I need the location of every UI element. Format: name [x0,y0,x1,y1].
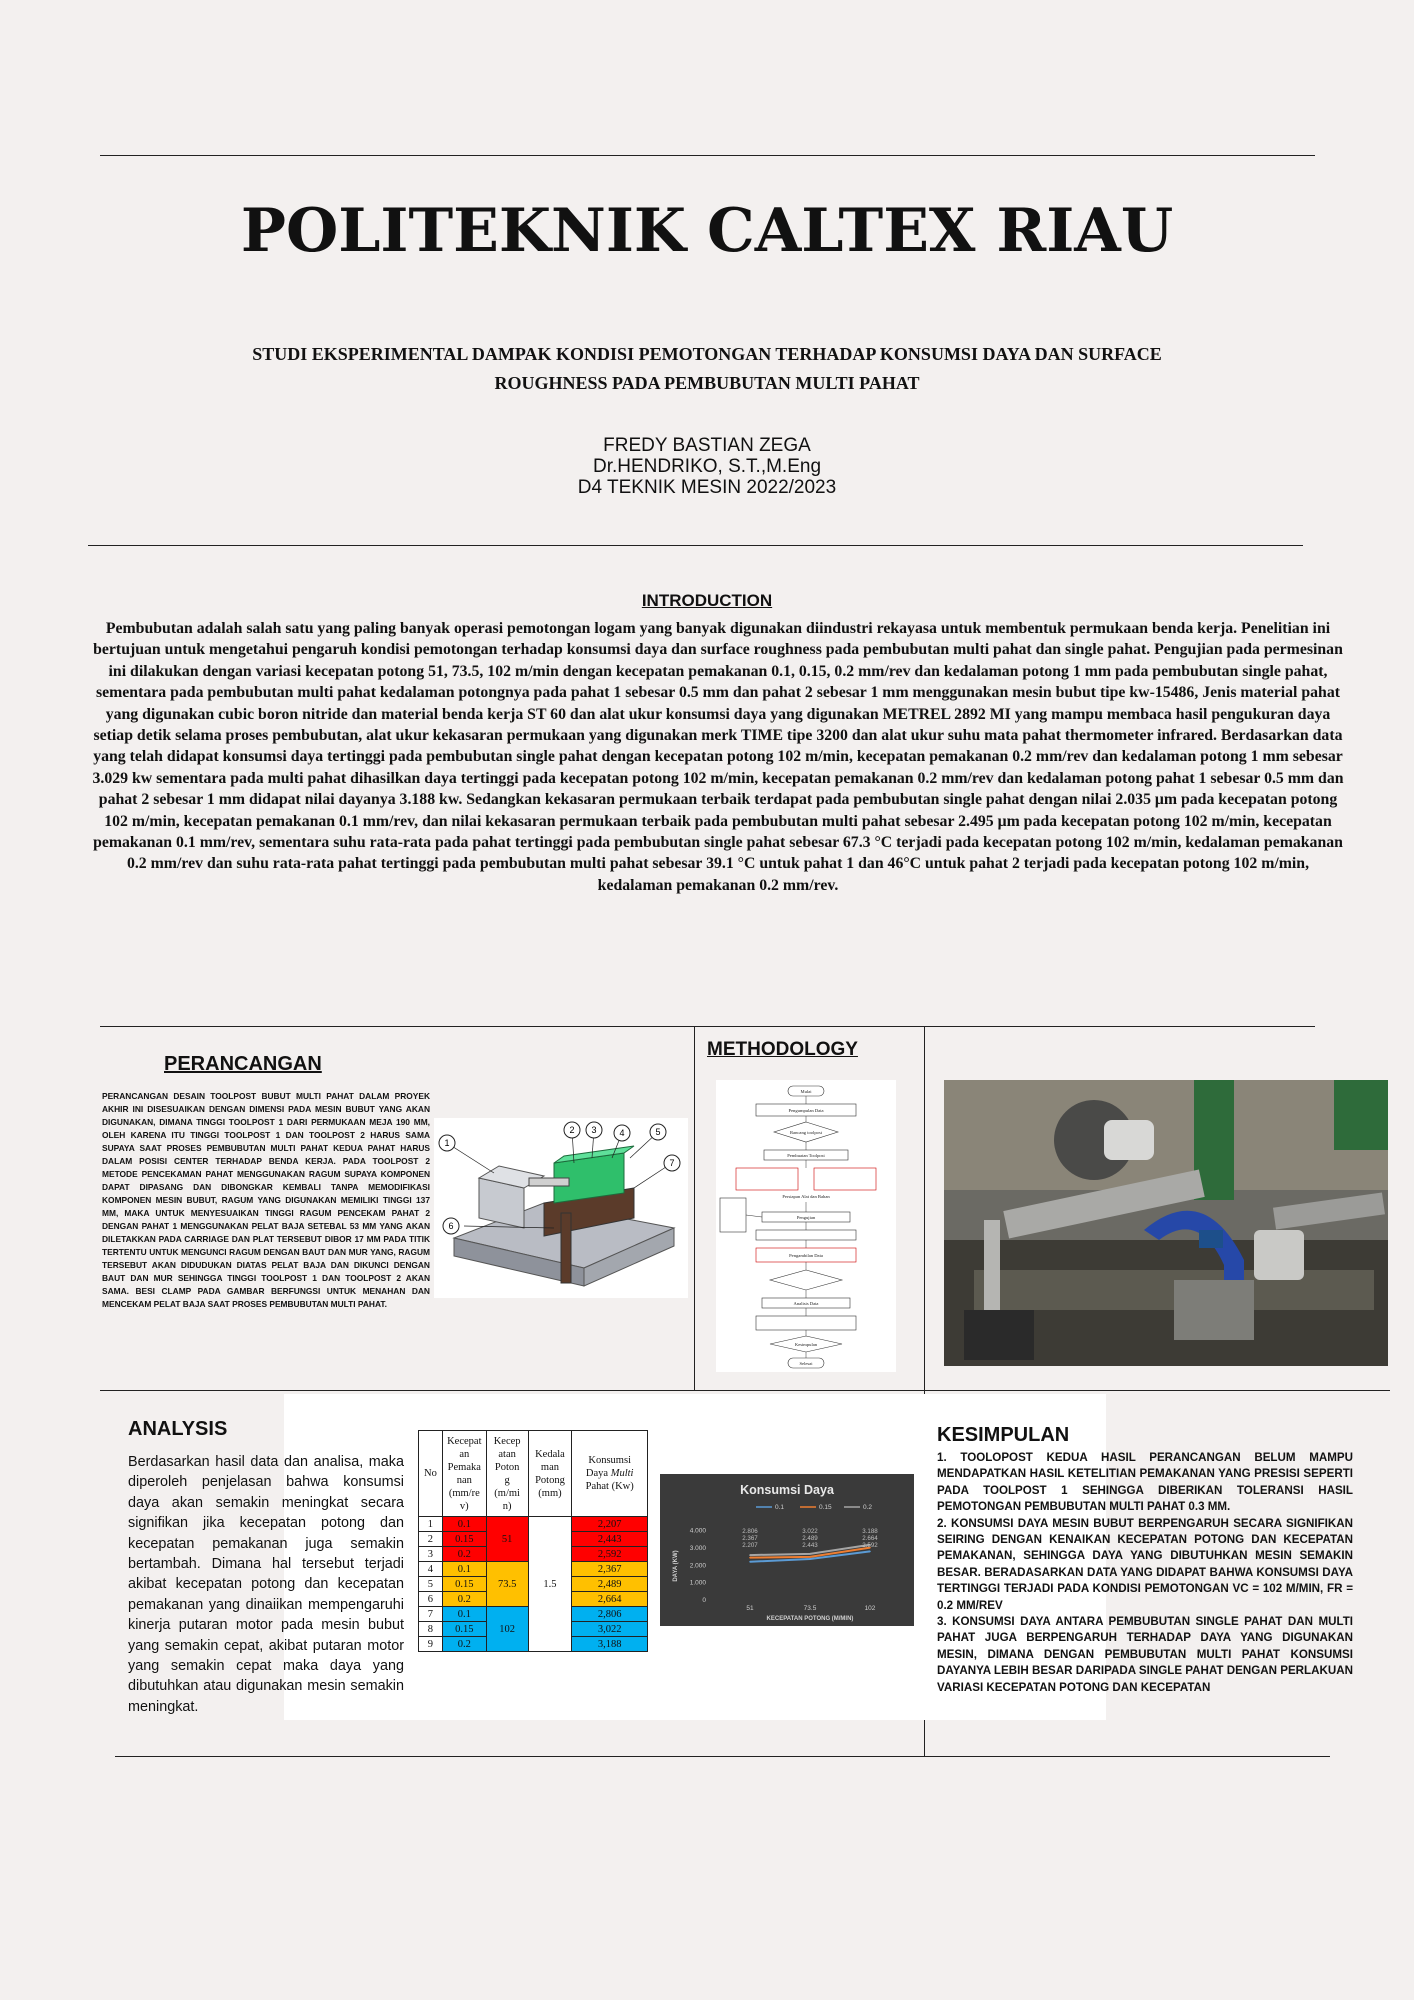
cell-no: 9 [419,1637,443,1652]
data-label: 2.489 [802,1535,818,1542]
cell-speed-group: 51 [486,1517,528,1562]
photo-meter [1104,1120,1154,1160]
col-speed-part: atan [498,1448,516,1460]
flow-end-label: Selesai [799,1361,813,1366]
kesimpulan-point-2: 2. KONSUMSI DAYA MESIN BUBUT BERPENGARUH SECARA SIGNIFIKAN SEIRING DENGAN KENAIKAN KECEPATAN POTONG DAN KECEPATAN PEMAKANAN, SEHINGGA DAYA YANG DIBUTUHKAN MESIN SEMAKIN BESAR. BERADASARKAN DATA YANG DIDAPAT BAHWA KONSUMSI DAYA TERTINGGI TERJADI PADA KONDISI PEMOTONGAN VC = 102 M/MIN, FR = 0.2 MM/REV [937,1516,1353,1612]
col-depth-part: (mm) [538,1487,562,1499]
flow-step-analysis-label: Analisis Data [793,1301,819,1306]
col-no: No [419,1431,443,1517]
author-block [0,435,1414,498]
col-speed-part: (m/mi [494,1487,520,1499]
col-power-part-daya: Daya [585,1468,611,1479]
kesimpulan-point-3: 3. KONSUMSI DAYA ANTARA PEMBUBUTAN SINGLE PAHAT DAN MULTI PAHAT JUGA BERPENGARUH TERHADAP DAYA YANG DIGUNAKAN MESIN, DIMANA DENGAN PEMBUBUTAN MULTI PAHAT KONSUMSI DAYANYA LEBIH BESAR DARIPADA SINGLE PAHAT DENGAN PERLAKUAN VARIASI KECEPATAN POTONG DAN KECEPATAN [937,1615,1353,1694]
header-bottom-rule [88,545,1303,546]
x-tick-label: 102 [864,1605,876,1612]
sections-top-rule [100,1026,1315,1027]
cell-feed: 0.2 [442,1547,486,1562]
photo-magnetic-base [964,1310,1034,1360]
cell-no: 3 [419,1547,443,1562]
data-label: 2.207 [742,1542,758,1549]
cell-no: 5 [419,1577,443,1592]
cell-no: 6 [419,1592,443,1607]
lathe-setup-photo [944,1080,1388,1366]
y-tick-label: 4.000 [689,1527,706,1535]
study-program: D4 TEKNIK MESIN 2022/2023 [577,477,837,498]
legend-label: 0.1 [775,1504,785,1511]
callout-3-label: 3 [591,1125,597,1135]
power-data-table [418,1430,648,1652]
analysis-heading: ANALYSIS [128,1418,228,1440]
callout-7-label: 7 [669,1158,675,1168]
kesimpulan-text [937,1450,1353,1696]
page-title: POLITEKNIK CALTEX RIAU [240,196,1174,266]
col-power-part: Pahat (Kw) [585,1481,634,1492]
flow-start-label: Mulai [800,1089,812,1094]
flow-step-prep-right [814,1168,876,1190]
photo-vise-block [1174,1280,1254,1340]
chart-title: Konsumsi Daya [740,1483,834,1497]
flow-step-conclusion-label: Kesimpulan [794,1342,818,1347]
flow-side-box [720,1198,746,1232]
divider-methodology-photo [924,1026,925,1390]
cell-no: 4 [419,1562,443,1577]
cell-no: 8 [419,1622,443,1637]
top-rule [100,155,1315,156]
y-tick-label: 2.000 [689,1562,706,1570]
col-power-part [572,1467,647,1480]
introduction-heading: INTRODUCTION [641,591,773,610]
data-label: 3.188 [862,1528,878,1535]
y-tick-label: 0 [702,1597,706,1604]
perancangan-text: PERANCANGAN DESAIN TOOLPOST BUBUT MULTI PAHAT DALAM PROYEK AKHIR INI DISESUAIKAN DENGAN DIMENSI PADA MESIN BUBUT YANG AKAN DIGUNAKAN, DIMANA TINGGI TOOLPOST 1 DARI PERMUKAAN MEJA 190 MM, OLEH KARENA ITU TINGGI TOOLPOST 1 DAN TOOLPOST 2 HARUS SAMA SUPAYA SAAT PROSES PEMBUBUTAN MULTI PAHAT KEDUA PAHAT HARUS DALAM POSISI CENTER TERHADAP BENDA KERJA. PADA TOOLPOST 2 METODE PENCEKAMAN PAHAT MENGGUNAKAN RAGUM SUPAYA KOMPONEN DAPAT DIPASANG DAN DIBONGKAR KEMBALI TANPA MEMODIFIKASI KOMPONEN MESIN BUBUT, RAGUM YANG DIGUNAKAN MEMILIKI TINGGI 137 MM, MAKA UNTUK MENYESUAIKAN TINGGI RAGUM PENCEKAM PAHAT 2 DENGAN PAHAT 1 MENGGUNAKAN PELAT BAJA SETEBAL 53 MM YANG AKAN DILETAKKAN PADA CARRIAGE DAN PLAT TERSEBUT DIBOR 17 MM PADA TITIK TERTENTU UNTUK MENGUNCI RAGUM DENGAN BAUT DAN MUR YANG, RAGUM TERSEBUT AKAN DIDUDUKAN DIATAS PELAT BAJA DAN DIKUNCI DENGAN BAUT DAN MUR SEHINGGA TINGGI TOOLPOST 1 DAN TOOLPOST 2 AKAN SAMA. BESI CLAMP PADA GAMBAR BERFUNGSI UNTUK MENAHAN DAN MENCEKAM PELAT BAJA SAAT PROSES PEMBUBUTAN MULTI PAHAT. [102,1091,430,1309]
cell-feed: 0.2 [442,1592,486,1607]
divider-perancangan-methodology [694,1026,695,1390]
callout-5-label: 5 [655,1127,661,1137]
author-name: FREDY BASTIAN ZEGA [603,435,811,456]
perancangan-heading: PERANCANGAN [164,1053,322,1075]
col-speed-part: n) [502,1500,512,1512]
cell-power: 2,367 [572,1562,648,1577]
flow-step-record-label: Pengambilan Data [789,1253,823,1258]
flow-step-prep-left [736,1168,798,1190]
callout-4-label: 4 [619,1128,625,1138]
flow-step-test-label: Pengujian [796,1215,816,1220]
data-label: 2.806 [742,1528,758,1535]
callout-1-label: 1 [444,1138,450,1148]
cell-no: 2 [419,1532,443,1547]
poster-subtitle: STUDI EKSPERIMENTAL DAMPAK KONDISI PEMOTONGAN TERHADAP KONSUMSI DAYA DAN SURFACE ROUGHNESS PADA PEMBUBUTAN MULTI PAHAT [252,344,1162,393]
col-speed-part: Poton [494,1461,520,1473]
photo-green-panel-2 [1334,1080,1388,1150]
cell-power: 2,592 [572,1547,648,1562]
supervisor-name: Dr.HENDRIKO, S.T.,M.Eng [592,456,822,477]
flow-step-data-label: Pengumpulan Data [788,1108,824,1113]
cell-feed: 0.15 [442,1577,486,1592]
photo-cylinder [1254,1230,1304,1280]
col-power-part-multi: Multi [610,1468,634,1479]
cell-power: 3,188 [572,1637,648,1652]
col-speed-part: Kecep [493,1435,521,1447]
y-tick-label: 3.000 [689,1545,706,1552]
power-data-table-wrapper [418,1430,648,1652]
chart-y-axis-label: DAYA (KW) [673,1550,679,1582]
cell-power: 2,664 [572,1592,648,1607]
data-label: 2.367 [742,1535,758,1542]
photo-screen [1199,1230,1223,1248]
col-speed-part: g [504,1474,510,1486]
series-point [869,1551,871,1553]
cell-feed: 0.1 [442,1517,486,1532]
col-depth-part: Potong [535,1474,565,1486]
cell-feed: 0.1 [442,1607,486,1622]
analysis-text: Berdasarkan hasil data dan analisa, maka diperoleh penjelasan bahwa konsumsi daya akan semakin meningkat secara signifikan jika kecepatan potong dan kecepatan pemakanan juga semakin bertambah. Dimana hal tersebut terjadi akibat kecepatan potong dan kecepatan pemakanan yang dinaiikan mempengaruhi kinerja putaran motor pada mesin bubut yang semakin cepat, akibat putaran motor yang semakin cepat maka daya yang dibutuhkan atau digunakan mesin semakin meningkat. [128,1454,404,1715]
toolpost-cad-drawing [434,1118,688,1298]
photo-wall [944,1080,1388,1190]
series-point [749,1557,751,1559]
data-label: 3.022 [802,1528,818,1535]
col-feed-part: (mm/re [448,1487,480,1499]
kesimpulan-heading: KESIMPULAN [937,1424,1070,1446]
cell-feed: 0.2 [442,1637,486,1652]
kesimpulan-point-1: 1. TOOLOPOST KEDUA HASIL PERANCANGAN BELUM MAMPU MENDAPATKAN HASIL KETELITIAN PEMAKANAN YANG PRESISI SEPERTI PADA TOOLPOST 1 SEHINGGA DIBERIKAN TOLERANSI HASIL PEMOTONGAN PEMBUBUTAN MULTI PAHAT 0.3 MM. [937,1451,1353,1514]
col-feed-part: nan [456,1474,472,1486]
col-feed-part: v) [459,1500,469,1512]
col-depth-part: man [540,1461,559,1473]
cell-depth: 1.5 [528,1517,572,1652]
flow-decision-1-label: Rancang toolpost [789,1130,823,1135]
cell-power: 2,443 [572,1532,648,1547]
series-point [749,1554,751,1556]
data-label: 2.664 [862,1535,878,1542]
data-label: 2.592 [862,1542,878,1549]
flow-step-build-label: Pembuatan Toolpost [787,1153,825,1158]
introduction-text: Pembubutan adalah salah satu yang paling banyak operasi pemotongan logam yang banyak digunakan diindustri rekayasa untuk membentuk permukaan benda kerja. Penelitian ini bertujuan untuk mengetahui pengaruh kondisi pemotongan terhadap konsumsi daya dan surface roughness pada pembubutan multi pahat dan single pahat. Pengujian pada permesinan ini dilakukan dengan variasi kecepatan potong 51, 73.5, 102 m/min dengan kecepatan pemakanan 0.1, 0.15, 0.2 mm/rev dan kedalaman potong 1 mm pada pembubutan single pahat, sementara pada pembubutan multi pahat kedalaman potongnya pada pahat 1 sebesar 0.5 mm dan pahat 2 sebesar 1 mm menggunakan mesin bubut tipe kw-15486, Jenis material pahat yang digunakan cubic boron nitride dan material benda kerja ST 60 dan alat ukur konsumsi daya yang digunakan METREL 2892 MI yang mampu membaca hasil pengukuran daya setiap detik selama proses pembubutan, alat ukur kekasaran permukaan yang digunakan merk TIME tipe 3200 dan alat ukur suhu mata pahat thermometer infrared. Berdasarkan data yang telah didapat konsumsi daya tertinggi pada pembubutan single pahat dengan kecepatan potong 102 m/min, kecepatan pemakanan 0.2 mm/rev dan kedalaman potong 1 mm sebesar 3.029 kw sementara pada multi pahat dihasilkan daya tertinggi pada kecepatan potong 102 m/min, kecepatan pemakanan 0.2 mm/rev dan kedalaman potong pahat 1 sebesar 0.5 mm dan pahat 2 sebesar 1 mm didapat nilai dayanya 3.188 kw. Sedangkan kekasaran permukaan terbaik terdapat pada pembubutan single pahat dengan nilai 2.035 μm pada kecepatan potong 102 m/min, kecepatan pemakanan 0.1 mm/rev, dan nilai kekasaran permukaan terbaik pada pembubutan multi pahat sebesar 2.495 μm pada kecepatan potong 102 m/min, kecepatan pemakanan 0.1 mm/rev, sementara suhu rata-rata pada pahat tertinggi pada pembubutan single pahat sebesar 67.3 °C terjadi pada kecepatan potong 102 m/min, kedalaman pemakanan 0.2 mm/rev dan suhu rata-rata pahat tertinggi pada pembubutan multi pahat sebesar 39.1 °C untuk pahat 1 dan 46°C untuk pahat 2 terjadi pada kecepatan potong 102 m/min, kedalaman pemakanan 0.2 mm/rev. [92,620,1344,894]
callout-2-label: 2 [569,1125,575,1135]
flow-step-compare [756,1316,856,1330]
flow-step-prep-label: Persiapan Alat dan Bahan [782,1194,830,1199]
cell-power: 2,207 [572,1517,648,1532]
legend-label: 0.15 [819,1504,832,1511]
cell-feed: 0.15 [442,1622,486,1637]
col-power-part: Konsumsi [588,1455,631,1466]
methodology-heading: METHODOLOGY [707,1039,858,1060]
chart-x-axis-label: KECEPATAN POTONG (M/MIN) [766,1616,854,1622]
cell-feed: 0.15 [442,1532,486,1547]
cell-power: 2,489 [572,1577,648,1592]
x-tick-label: 51 [746,1605,754,1612]
col-depth-part: Kedala [535,1448,565,1460]
cell-power: 3,022 [572,1622,648,1637]
cad-clamp [561,1213,571,1283]
cell-speed-group: 73.5 [486,1562,528,1607]
col-speed [486,1431,528,1517]
sections-middle-rule [100,1390,1390,1391]
col-feed-part: Kecepat [447,1435,482,1447]
series-point [749,1561,751,1563]
methodology-flowchart [716,1080,896,1372]
series-point [809,1558,811,1560]
cad-cutting-tool [529,1178,569,1186]
series-point [809,1556,811,1558]
cell-no: 7 [419,1607,443,1622]
col-power [572,1431,648,1517]
col-feed [442,1431,486,1517]
power-consumption-chart [660,1474,914,1626]
data-label: 2.443 [802,1542,818,1549]
cell-speed-group: 102 [486,1607,528,1652]
sections-bottom-rule [115,1756,1330,1757]
y-tick-label: 1.000 [689,1579,706,1587]
photo-dial-stand [984,1220,1000,1320]
x-tick-label: 73.5 [803,1605,817,1612]
table-row [419,1517,648,1532]
cell-no: 1 [419,1517,443,1532]
col-feed-part: an [459,1448,470,1460]
cell-power: 2,806 [572,1607,648,1622]
col-depth [528,1431,572,1517]
col-feed-part: Pemaka [447,1461,481,1473]
flow-step-measure [756,1230,856,1240]
cell-feed: 0.1 [442,1562,486,1577]
callout-6-label: 6 [448,1221,454,1231]
series-point [809,1553,811,1555]
legend-label: 0.2 [863,1504,873,1511]
